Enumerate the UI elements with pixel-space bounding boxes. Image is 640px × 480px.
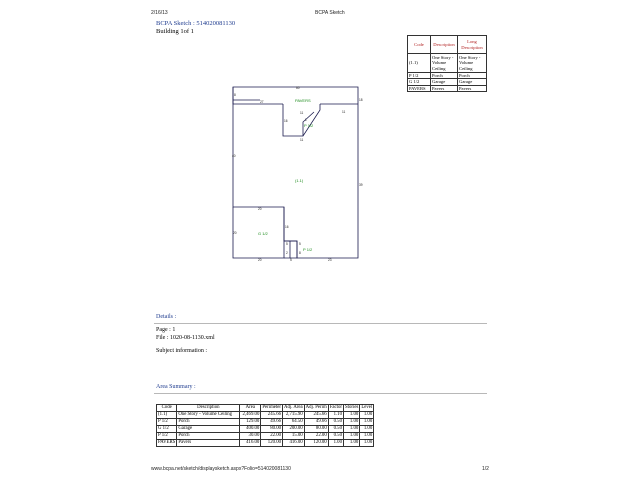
legend-cell: Porch (458, 73, 487, 79)
dim-bottom-c: 23 (328, 258, 332, 262)
area-header-cell: Adj. Perim (305, 405, 327, 410)
label-porch-lower: P 1/2 (303, 247, 313, 252)
area-cell: 80.00 (261, 426, 283, 433)
area-cell: 120.00 (304, 440, 328, 447)
area-cell: 129.00 (240, 419, 261, 426)
area-cell: 1.00 (360, 433, 374, 440)
area-row (157, 433, 374, 440)
details-subject: Subject information : (156, 348, 207, 354)
area-cell: Porch (177, 419, 240, 426)
label-pavers: PAVERS (295, 98, 311, 103)
area-cell: 0.50 (328, 419, 343, 426)
legend-cell: One Story - Volume Ceiling (458, 54, 487, 73)
area-cell: (1.1) (157, 412, 177, 419)
legend-cell: Pavers (458, 85, 487, 91)
area-cell: 416.00 (240, 440, 261, 447)
label-garage: G 1/2 (258, 231, 268, 236)
label-porch-upper: P 1/2 (304, 123, 314, 128)
area-summary-table (156, 404, 374, 447)
dim-right-main: 39 (359, 183, 363, 187)
area-row (157, 440, 374, 447)
legend-cell: (1.1) (408, 54, 431, 73)
area-header-cell: Factor (329, 405, 342, 410)
dim-porch-b: 5 (299, 242, 301, 246)
label-main-area: (1.1) (295, 178, 304, 183)
area-cell: 245.66 (261, 412, 283, 419)
footer-url: www.bcpa.net/sketch/displaysketch.aspx?Folio=514020081130 (151, 466, 291, 472)
area-cell: 49.66 (304, 419, 328, 426)
area-cell: 1.00 (328, 440, 343, 447)
area-cell: 400.00 (240, 426, 261, 433)
area-cell: Garage (177, 426, 240, 433)
details-heading: Details : (156, 314, 177, 320)
building-label: Building 1of 1 (156, 28, 194, 35)
dim-inner-c: 11 (300, 138, 304, 142)
area-cell: Porch (177, 433, 240, 440)
upper-porch-outline (283, 104, 320, 136)
area-cell: PAVERS (158, 440, 176, 445)
sketch-title: BCPA Sketch : 514020081130 (156, 20, 236, 27)
details-divider (154, 323, 487, 324)
main-outline (233, 87, 358, 258)
dim-inner-a: 11 (300, 111, 304, 115)
area-cell: 2,715.90 (283, 412, 305, 419)
legend-cell: Garage (458, 79, 487, 85)
print-title: BCPA Sketch (315, 10, 345, 16)
area-cell: 1.00 (360, 440, 374, 447)
area-cell: 2,469.00 (240, 412, 261, 419)
area-cell: 0.50 (328, 433, 343, 440)
legend-header-code: Code (408, 36, 431, 54)
dim-small-b: 8 (299, 251, 301, 255)
area-summary-divider (154, 393, 487, 394)
dim-top: 60 (296, 86, 300, 90)
dim-garage-right: 16 (285, 225, 289, 229)
footer-page-number: 1/2 (482, 466, 489, 472)
area-cell: One Story - Volume Ceiling (177, 412, 240, 419)
area-header-cell: Area (240, 405, 261, 412)
legend-header-long-description: Long Description (458, 36, 487, 54)
dim-right-upper: 18 (359, 98, 363, 102)
legend-cell: Porch (431, 73, 458, 79)
area-cell: 1.00 (343, 419, 359, 426)
area-cell: 1.00 (343, 440, 359, 447)
dim-garage-top: 20 (258, 207, 262, 211)
area-cell: 64.50 (283, 419, 305, 426)
dim-inner-d: 1 (305, 118, 307, 122)
legend-cell: One Story - Volume Ceiling (431, 54, 458, 73)
dim-left-main: 40 (232, 154, 236, 158)
area-cell: Pavers (177, 440, 240, 447)
area-cell: 1.00 (360, 412, 374, 419)
area-summary-heading: Area Summary : (156, 384, 196, 390)
area-cell: P 1/2 (157, 433, 177, 440)
area-row (157, 412, 374, 419)
area-row (157, 426, 374, 433)
legend-cell: G 1/2 (408, 79, 431, 85)
area-header-cell: Level (361, 405, 373, 410)
area-cell: 22.00 (304, 433, 328, 440)
area-header-cell: Code (157, 405, 177, 412)
dim-inner-b: 11 (342, 110, 346, 114)
area-cell: 416.00 (283, 440, 305, 447)
area-cell: 1.00 (360, 419, 374, 426)
area-cell: G 1/2 (157, 426, 177, 433)
details-file: File : 1020-08-1130.xml (156, 335, 215, 341)
area-cell: 200.00 (283, 426, 305, 433)
area-header-cell: Perimeter (262, 405, 281, 410)
area-cell: 1.00 (343, 426, 359, 433)
legend-cell: Pavers (431, 85, 458, 91)
area-header-cell: Description (177, 405, 240, 412)
area-cell: 1.00 (343, 433, 359, 440)
area-header-cell: Stories (344, 405, 359, 410)
area-cell: 245.66 (304, 412, 328, 419)
legend-header-description: Description (431, 36, 458, 54)
details-page: Page : 1 (156, 327, 176, 333)
area-cell: 49.66 (261, 419, 283, 426)
area-cell: 1.00 (343, 412, 359, 419)
area-header-row (157, 405, 374, 412)
area-row (157, 419, 374, 426)
area-cell: 22.00 (261, 433, 283, 440)
dim-mid-inner: 16 (284, 119, 288, 123)
dim-left-small: 8 (234, 93, 236, 97)
dim-bottom-b: 5 (290, 258, 292, 262)
area-cell: 80.00 (304, 426, 328, 433)
area-cell: 1.10 (328, 412, 343, 419)
dim-garage-left: 20 (233, 231, 237, 235)
dim-porch-a: 5 (286, 242, 288, 246)
area-cell: 1.00 (360, 426, 374, 433)
print-date: 2/16/13 (151, 10, 168, 16)
area-cell: 15.00 (283, 433, 305, 440)
legend-cell: P 1/2 (408, 73, 431, 79)
area-cell: 30.00 (240, 433, 261, 440)
legend-cell: Garage (431, 79, 458, 85)
area-cell: P 1/2 (157, 419, 177, 426)
dim-small-a: 2 (286, 251, 288, 255)
legend-cell: PAVERS (408, 85, 431, 91)
dim-bottom-a: 20 (258, 258, 262, 262)
area-cell: 120.00 (261, 440, 283, 447)
dim-top-left: 27 (260, 100, 264, 104)
area-header-cell: Adj. Area (284, 405, 303, 410)
area-cell: 0.50 (328, 426, 343, 433)
